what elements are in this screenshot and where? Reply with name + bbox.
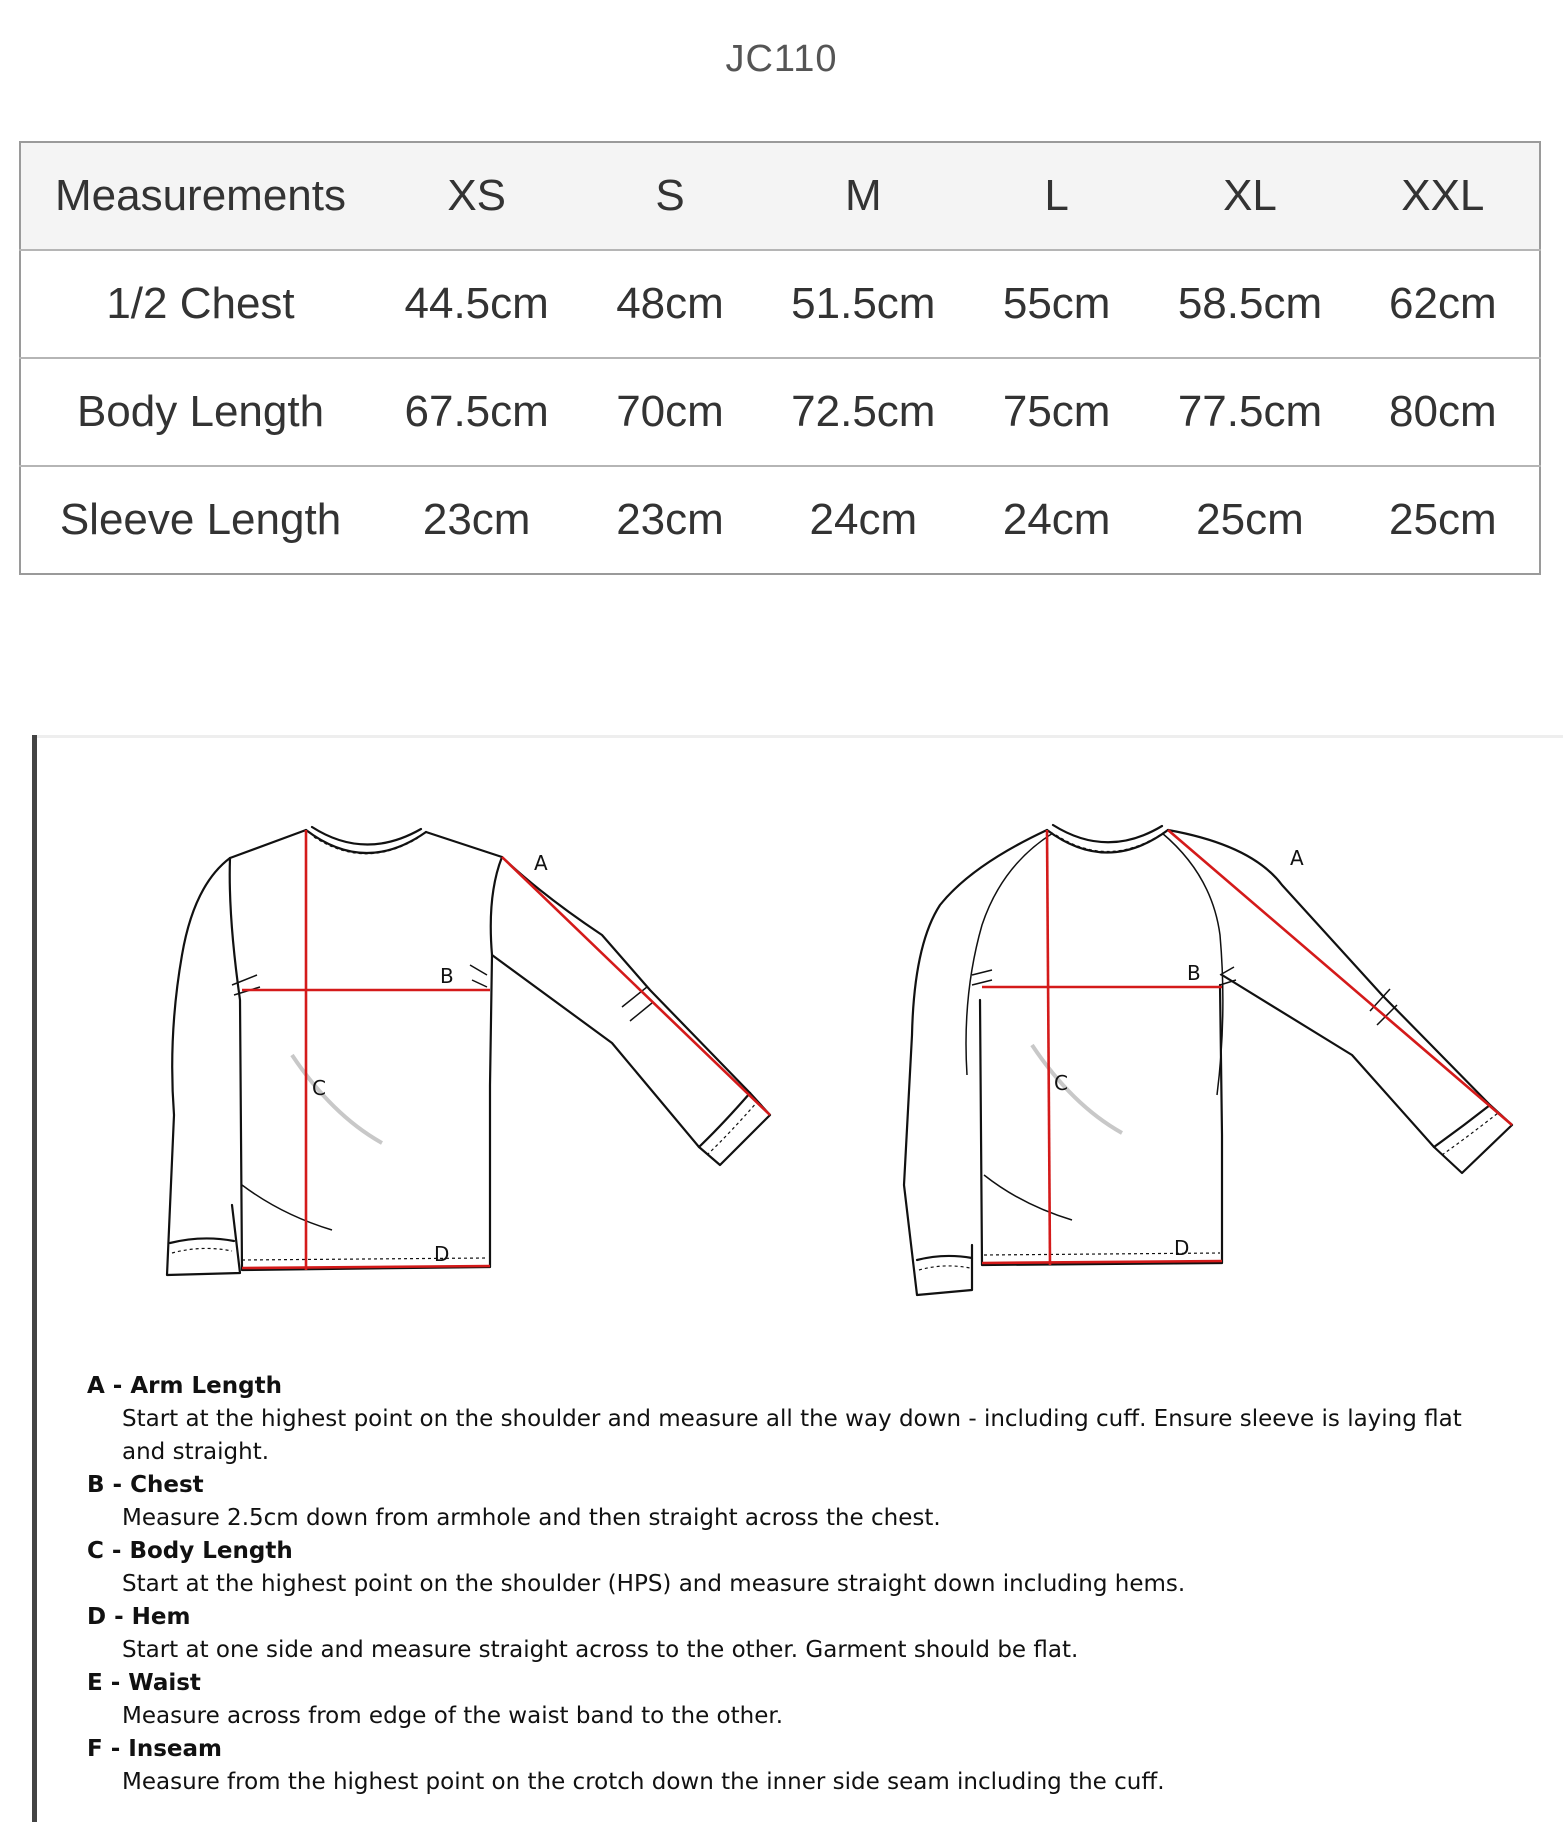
note-inseam <box>87 1733 1487 1799</box>
note-description: Measure across from edge of the waist band to the other. <box>122 1703 784 1729</box>
raglan-sleeve-shirt-illustration <box>822 775 1542 1335</box>
table-cell: 62cm <box>1347 250 1540 358</box>
set-in-sleeve-shirt-illustration <box>82 775 802 1335</box>
table-cell: 48cm <box>573 250 766 358</box>
table-cell: 25cm <box>1347 466 1540 574</box>
header-xxl: XXL <box>1347 142 1540 250</box>
guide-top-rule <box>37 735 1563 738</box>
row-label: Sleeve Length <box>20 466 380 574</box>
table-cell: 67.5cm <box>380 358 573 466</box>
table-cell: 51.5cm <box>767 250 960 358</box>
label-a: A <box>534 851 548 875</box>
note-heading: A - Arm Length <box>87 1373 282 1399</box>
measurement-notes <box>87 1370 1487 1799</box>
shirt-outline <box>904 825 1512 1295</box>
note-chest <box>87 1469 1487 1535</box>
shirt-outline <box>167 827 770 1275</box>
table-cell: 24cm <box>767 466 960 574</box>
note-heading: C - Body Length <box>87 1538 293 1564</box>
table-cell: 24cm <box>960 466 1153 574</box>
table-cell: 55cm <box>960 250 1153 358</box>
header-xs: XS <box>380 142 573 250</box>
table-row <box>20 250 1540 358</box>
measure-line-a <box>502 857 770 1115</box>
label-c: C <box>1054 1071 1068 1095</box>
label-d: D <box>434 1242 450 1266</box>
measure-line-a <box>1168 830 1512 1125</box>
note-waist <box>87 1667 1487 1733</box>
table-cell: 44.5cm <box>380 250 573 358</box>
table-header-row <box>20 142 1540 250</box>
measurement-guide <box>32 735 1563 1822</box>
note-description: Start at the highest point on the shoulder (HPS) and measure straight down including hems. <box>122 1571 1186 1597</box>
header-m: M <box>767 142 960 250</box>
table-row <box>20 466 1540 574</box>
note-heading: D - Hem <box>87 1604 191 1630</box>
note-heading: B - Chest <box>87 1472 204 1498</box>
table-cell: 25cm <box>1153 466 1346 574</box>
table-cell: 23cm <box>573 466 766 574</box>
table-cell: 23cm <box>380 466 573 574</box>
note-description: Start at one side and measure straight across to the other. Garment should be flat. <box>122 1637 1079 1663</box>
chart-title: JC110 <box>725 38 838 80</box>
row-label: 1/2 Chest <box>20 250 380 358</box>
table-cell: 58.5cm <box>1153 250 1346 358</box>
header-xl: XL <box>1153 142 1346 250</box>
table-row <box>20 358 1540 466</box>
note-heading: E - Waist <box>87 1670 201 1696</box>
table-cell: 77.5cm <box>1153 358 1346 466</box>
label-a: A <box>1290 846 1304 870</box>
label-b: B <box>440 964 454 988</box>
note-heading: F - Inseam <box>87 1736 222 1762</box>
label-d: D <box>1174 1236 1190 1260</box>
note-body-length <box>87 1535 1487 1601</box>
label-c: C <box>312 1076 326 1100</box>
measure-lines <box>242 830 770 1270</box>
note-hem <box>87 1601 1487 1667</box>
table-cell: 72.5cm <box>767 358 960 466</box>
header-s: S <box>573 142 766 250</box>
row-label: Body Length <box>20 358 380 466</box>
measure-line-c <box>1047 830 1050 1265</box>
note-arm-length <box>87 1370 1487 1469</box>
label-b: B <box>1187 961 1201 985</box>
header-measurements: Measurements <box>20 142 380 250</box>
guide-left-rule <box>32 735 37 1822</box>
header-l: L <box>960 142 1153 250</box>
note-description: Measure 2.5cm down from armhole and then straight across the chest. <box>122 1505 941 1531</box>
table-cell: 70cm <box>573 358 766 466</box>
table-cell: 80cm <box>1347 358 1540 466</box>
note-description: Start at the highest point on the shoulder and measure all the way down - including cuff. Ensure sleeve is laying flat and straight. <box>122 1406 1462 1465</box>
table-cell: 75cm <box>960 358 1153 466</box>
note-description: Measure from the highest point on the crotch down the inner side seam including the cuff. <box>122 1769 1165 1795</box>
size-table <box>19 141 1541 575</box>
